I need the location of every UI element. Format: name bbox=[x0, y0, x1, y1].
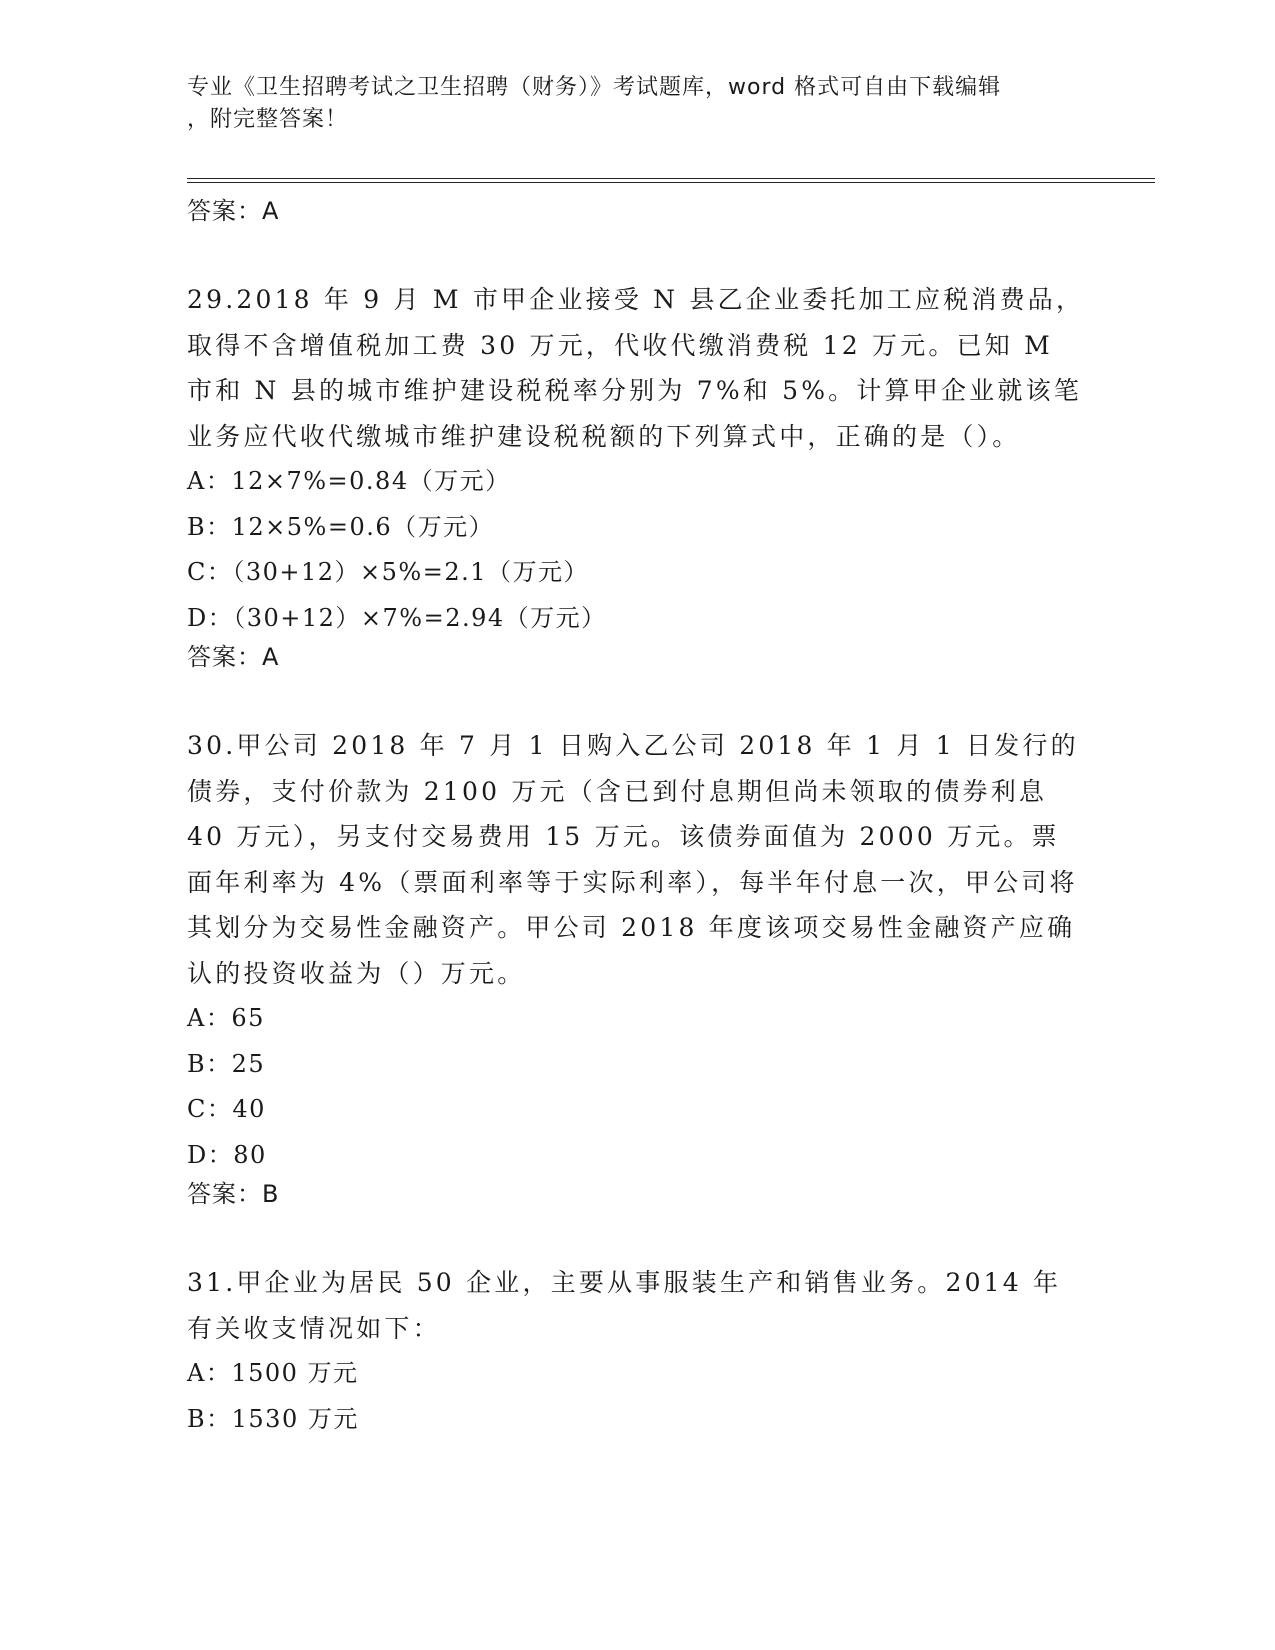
answer-29: 答案：A bbox=[187, 643, 280, 671]
question-29-option-b: B：12×5%=0.6（万元） bbox=[187, 512, 495, 541]
question-30-option-d: D：80 bbox=[187, 1140, 267, 1169]
question-30-option-c: C：40 bbox=[187, 1095, 266, 1123]
question-block-30 bbox=[187, 723, 1087, 1210]
question-29-option-d: D：（30+12）×7%=2.94（万元） bbox=[187, 603, 607, 632]
header-divider-top bbox=[187, 178, 1155, 179]
question-block-29 bbox=[187, 277, 1087, 673]
question-31-text: 31.甲企业为居民 50 企业，主要从事服装生产和销售业务。2014 年有关收支情况如下： bbox=[187, 1268, 1062, 1343]
header-line-2: ，附完整答案！ bbox=[187, 107, 349, 132]
question-30-option-b: B：25 bbox=[187, 1049, 266, 1078]
question-block-31 bbox=[187, 1260, 1087, 1442]
question-29-option-c: C：（30+12）×5%=2.1（万元） bbox=[187, 558, 590, 586]
question-29-option-a: A：12×7%=0.84（万元） bbox=[187, 467, 511, 495]
header-divider-bottom bbox=[187, 182, 1155, 183]
document-header bbox=[187, 72, 1087, 136]
header-line-1: 专业《卫生招聘考试之卫生招聘（财务）》考试题库，word 格式可自由下载编辑 bbox=[187, 75, 1002, 100]
question-29-text: 29.2018 年 9 月 M 市甲企业接受 N 县乙企业委托加工应税消费品，取得不含增值税加工费 30 万元，代收代缴消费税 12 万元。已知 M 市和 N 县的城市维护建设税税率分别为 7%和 5%。计算甲企业就该笔业务应代收代缴城市维护建设税税额的下列算式中，正确的是（）。 bbox=[187, 285, 1085, 451]
question-30-text: 30.甲公司 2018 年 7 月 1 日购入乙公司 2018 年 1 月 1 日发行的债券，支付价款为 2100 万元（含已到付息期但尚未领取的债券利息 40 万元），另支付交易费用 15 万元。该债券面值为 2000 万元。票面年利率为 4%（票面利率等于实际利率），每半年付息一次，甲公司将其划分为交易性金融资产。甲公司 2018 年度该项交易性金融资产应确认的投资收益为（）万元。 bbox=[187, 731, 1079, 988]
question-30-option-a: A：65 bbox=[187, 1004, 265, 1032]
question-31-option-a: A：1500 万元 bbox=[187, 1359, 359, 1387]
question-31-option-b: B：1530 万元 bbox=[187, 1404, 359, 1433]
question-list bbox=[187, 190, 1087, 1442]
answer-30: 答案：B bbox=[187, 1180, 280, 1208]
answer-28: 答案：A bbox=[187, 197, 280, 225]
